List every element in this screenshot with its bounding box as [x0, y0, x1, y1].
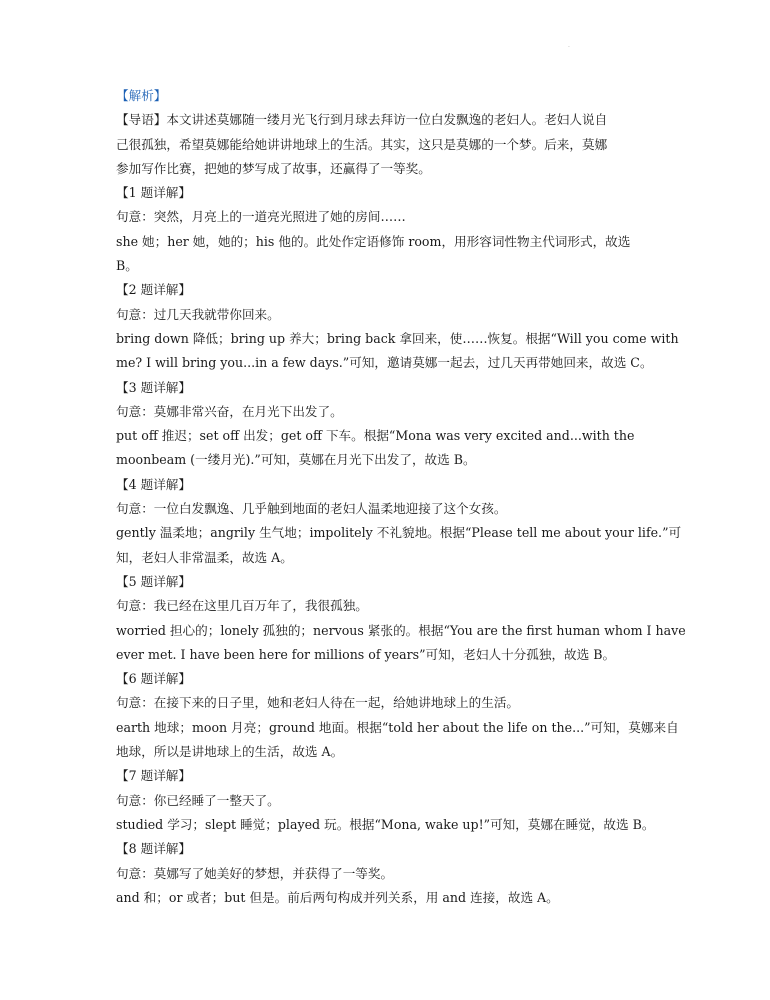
- question-heading: 【1 题详解】: [116, 185, 191, 201]
- question-heading: 【5 题详解】: [116, 573, 191, 589]
- question-block: [116, 667, 679, 764]
- question-block: [116, 181, 656, 278]
- question-heading: 【6 题详解】: [116, 671, 191, 687]
- question-block: [116, 473, 682, 570]
- explanation-line: and 和；or 或者；but 但是。前后两句构成并列关系，用 and 连接，故选 A。: [116, 889, 559, 905]
- explanation-line: ever met. I have been here for millions of years”可知，老妇人十分孤独，故选 B。: [116, 646, 616, 662]
- document-body: [116, 84, 686, 910]
- question-block: [116, 764, 656, 837]
- explanation-line: me? I will bring you...in a few days.”可知，邀请莫娜一起去，过几天再带她回来，故选 C。: [116, 355, 653, 371]
- explanation-line: worried 担心的；lonely 孤独的；nervous 紧张的。根据“You are the first human whom I have: [116, 622, 686, 638]
- explanation-line: gently 温柔地；angrily 生气地；impolitely 不礼貌地。根据“Please tell me about your life.”可: [116, 525, 682, 541]
- page-mark: ·: [568, 44, 570, 51]
- explanation-line: 地球，所以是讲地球上的生活，故选 A。: [116, 744, 344, 760]
- analysis-tag: 【解析】: [116, 88, 167, 103]
- question-heading: 【8 题详解】: [116, 841, 191, 857]
- sentence-meaning: 句意：莫娜写了她美好的梦想，并获得了一等奖。: [116, 865, 394, 881]
- sentence-meaning: 句意：我已经在这里几百万年了，我很孤独。: [116, 598, 368, 614]
- question-heading: 【4 题详解】: [116, 476, 191, 492]
- explanation-line: 知，老妇人非常温柔，故选 A。: [116, 549, 293, 565]
- explanation-line: she 她；her 她，她的；his 他的。此处作定语修饰 room，用形容词性物主代词形式，故选: [116, 233, 631, 249]
- sentence-meaning: 句意：突然，月亮上的一道亮光照进了她的房间……: [116, 209, 406, 225]
- intro-line-1: 【导语】本文讲述莫娜随一缕月光飞行到月球去拜访一位白发飘逸的老妇人。老妇人说自: [116, 112, 608, 128]
- explanation-line: studied 学习；slept 睡觉；played 玩。根据“Mona, wake up!”可知，莫娜在睡觉，故选 B。: [116, 816, 655, 832]
- question-heading: 【2 题详解】: [116, 282, 191, 298]
- question-block: [116, 376, 656, 473]
- question-block: [116, 278, 679, 375]
- question-heading: 【3 题详解】: [116, 379, 191, 395]
- explanation-line: earth 地球；moon 月亮；ground 地面。根据“told her about the life on the...”可知，莫娜来自: [116, 719, 679, 735]
- sentence-meaning: 句意：你已经睡了一整天了。: [116, 792, 280, 808]
- explanation-line: bring down 降低；bring up 养大；bring back 拿回来，使……恢复。根据“Will you come with: [116, 330, 679, 346]
- sentence-meaning: 句意：在接下来的日子里，她和老妇人待在一起，给她讲地球上的生活。: [116, 695, 519, 711]
- intro-line-2: 己很孤独，希望莫娜能给她讲讲地球上的生活。其实，这只是莫娜的一个梦。后来，莫娜: [116, 136, 608, 152]
- sentence-meaning: 句意：过几天我就带你回来。: [116, 306, 280, 322]
- sentence-meaning: 句意：一位白发飘逸、几乎触到地面的老妇人温柔地迎接了这个女孩。: [116, 501, 507, 517]
- question-block: [116, 570, 686, 667]
- sentence-meaning: 句意：莫娜非常兴奋，在月光下出发了。: [116, 403, 343, 419]
- explanation-line: moonbeam (一缕月光).”可知，莫娜在月光下出发了，故选 B。: [116, 452, 476, 468]
- explanation-line: B。: [116, 258, 138, 274]
- question-heading: 【7 题详解】: [116, 768, 191, 784]
- question-block: [116, 837, 656, 910]
- question-explanations: [116, 181, 686, 910]
- intro-line-3: 参加写作比赛，把她的梦写成了故事，还赢得了一等奖。: [116, 160, 431, 176]
- explanation-line: put off 推迟；set off 出发；get off 下车。根据“Mona was very excited and...with the: [116, 428, 635, 444]
